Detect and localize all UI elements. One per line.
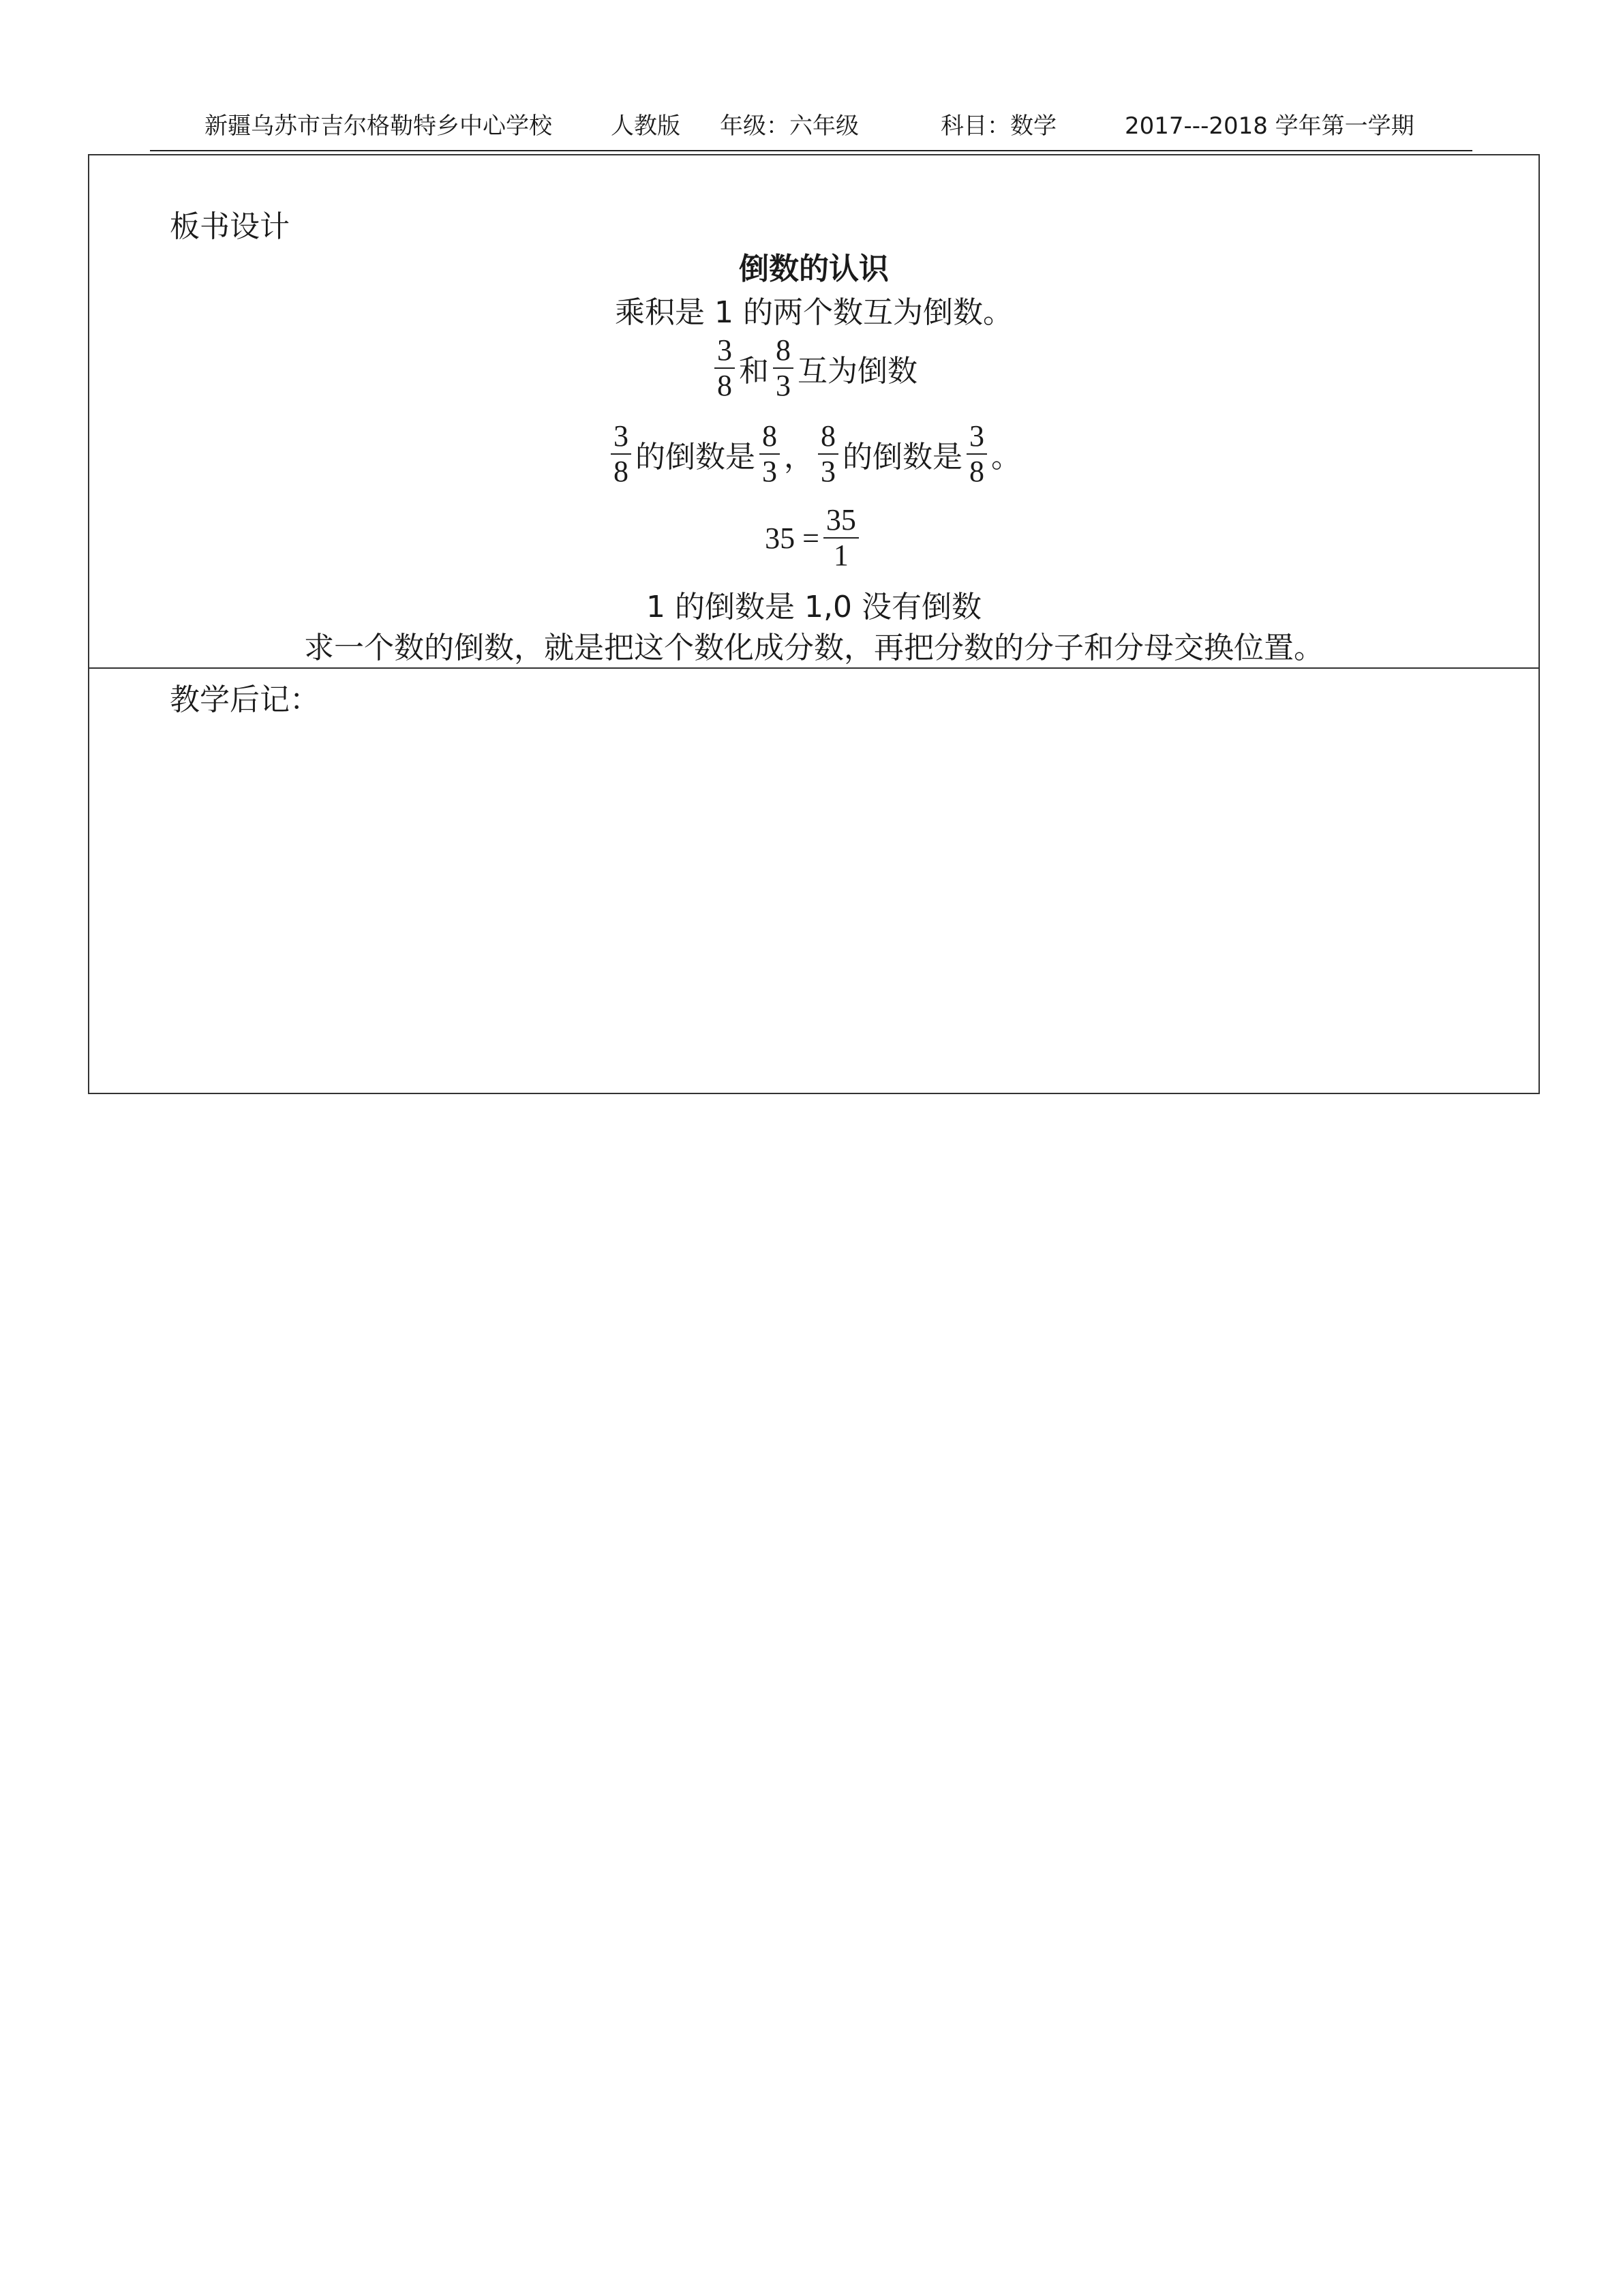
- fraction-35-1: $\frac{35}{1}$: [823, 503, 859, 573]
- integer-example-line: 35 = $\frac{35}{1}$: [89, 503, 1538, 573]
- board-title: 倒数的认识: [739, 252, 889, 286]
- fraction-8-3: $\frac{8}{3}$: [818, 419, 838, 489]
- page-header: [150, 102, 1472, 151]
- definition-line: 乘积是 1 的两个数互为倒数。: [615, 295, 1013, 330]
- board-design-label: 板书设计: [170, 209, 290, 244]
- reciprocal-example-line: $\frac{3}{8}$ 的倒数是 $\frac{8}{3}$ ， $\frac{8}{3}$ 的倒数是 $\frac{3}{8}$ 。: [89, 419, 1538, 489]
- edition: 人教版: [611, 112, 680, 140]
- grade: 年级：六年级: [720, 112, 859, 140]
- fraction-3-8: $\frac{3}{8}$: [611, 419, 631, 489]
- teaching-notes-label: 教学后记：: [170, 682, 320, 717]
- fraction-3-8: $\frac{3}{8}$: [967, 419, 987, 489]
- term: 2017---2018 学年第一学期: [1125, 112, 1414, 140]
- fraction-8-3: $\frac{8}{3}$: [759, 419, 780, 489]
- subject: 科目：数学: [941, 112, 1057, 140]
- row-divider: [89, 667, 1538, 669]
- fraction-3-8: $\frac{3}{8}$: [714, 333, 735, 403]
- method-line: 求一个数的倒数，就是把这个数化成分数，再把分数的分子和分母交换位置。: [304, 631, 1324, 665]
- special-cases-line: 1 的倒数是 1,0 没有倒数: [646, 590, 982, 624]
- lesson-table: [88, 154, 1540, 1094]
- school-name: 新疆乌苏市吉尔格勒特乡中心学校: [204, 112, 552, 140]
- fraction-8-3: $\frac{8}{3}$: [773, 333, 793, 403]
- reciprocal-pair-line: $\frac{3}{8}$ 和 $\frac{8}{3}$ 互为倒数: [89, 333, 1538, 403]
